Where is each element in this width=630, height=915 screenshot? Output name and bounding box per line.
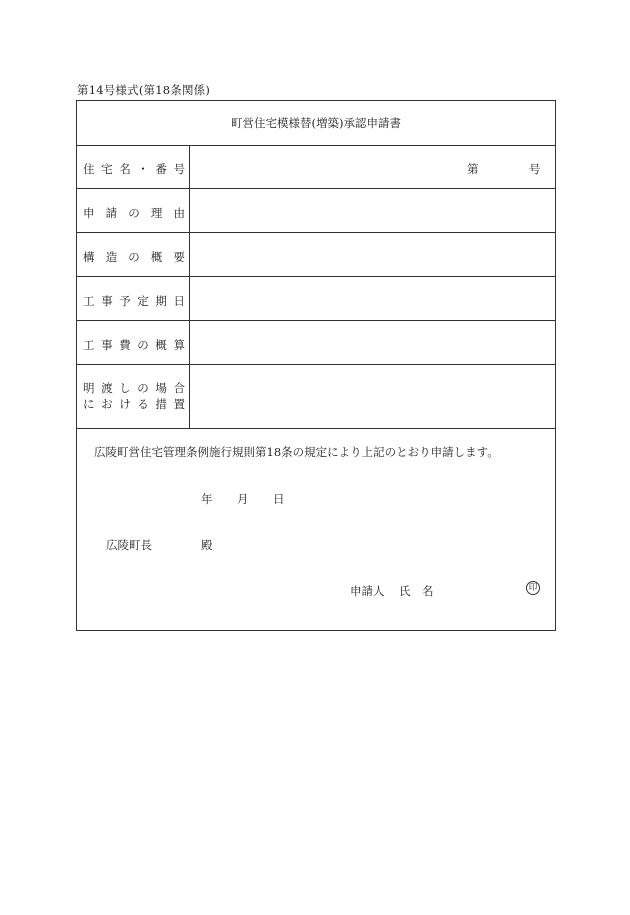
applicant-label: 申請人 xyxy=(350,584,385,598)
schedule-field[interactable] xyxy=(190,277,555,320)
go-label: 号 xyxy=(529,162,541,176)
declaration-text: 広陵町営住宅管理条例施行規則第18条の規定により上記のとおり申請します。 xyxy=(94,445,499,459)
cost-field[interactable] xyxy=(190,321,555,364)
label-cell xyxy=(77,145,190,188)
row-label-text-line1: 明渡しの場合 xyxy=(83,381,185,395)
applicant-name-label-1: 氏 xyxy=(399,584,411,598)
row-label-text: 構造の概要 xyxy=(83,250,185,264)
vacating-measures-field[interactable] xyxy=(190,365,555,428)
date-month-label: 月 xyxy=(237,492,249,506)
label-cell xyxy=(77,365,190,428)
row-housing-name-number xyxy=(77,145,555,189)
structure-field[interactable] xyxy=(190,233,555,276)
row-label-text: 工事予定期日 xyxy=(83,294,185,308)
housing-name-number-field[interactable] xyxy=(190,145,555,188)
application-form xyxy=(76,100,556,631)
row-schedule xyxy=(77,277,555,321)
addressee-name: 広陵町長 xyxy=(106,538,152,552)
label-cell xyxy=(77,233,190,276)
seal-icon: 印 xyxy=(526,581,540,595)
row-label-text: 工事費の概算 xyxy=(83,338,185,352)
date-day-label: 日 xyxy=(273,492,285,506)
row-reason xyxy=(77,189,555,233)
label-cell xyxy=(77,189,190,232)
row-vacating-measures xyxy=(77,365,555,429)
label-cell xyxy=(77,321,190,364)
row-label-text: 住宅名・番号 xyxy=(83,162,185,176)
addressee-honorific: 殿 xyxy=(201,538,213,552)
row-cost xyxy=(77,321,555,365)
row-structure xyxy=(77,233,555,277)
row-label-text-line2: における措置 xyxy=(83,397,185,411)
form-number-header: 第14号様式(第18条関係) xyxy=(77,83,211,97)
label-cell xyxy=(77,277,190,320)
row-label-text: 申請の理由 xyxy=(83,206,185,220)
reason-field[interactable] xyxy=(190,189,555,232)
dai-label: 第 xyxy=(467,162,479,176)
applicant-name-label-2: 名 xyxy=(422,584,434,598)
form-title: 町営住宅模様替(増築)承認申請書 xyxy=(77,101,555,146)
date-year-label: 年 xyxy=(201,492,213,506)
